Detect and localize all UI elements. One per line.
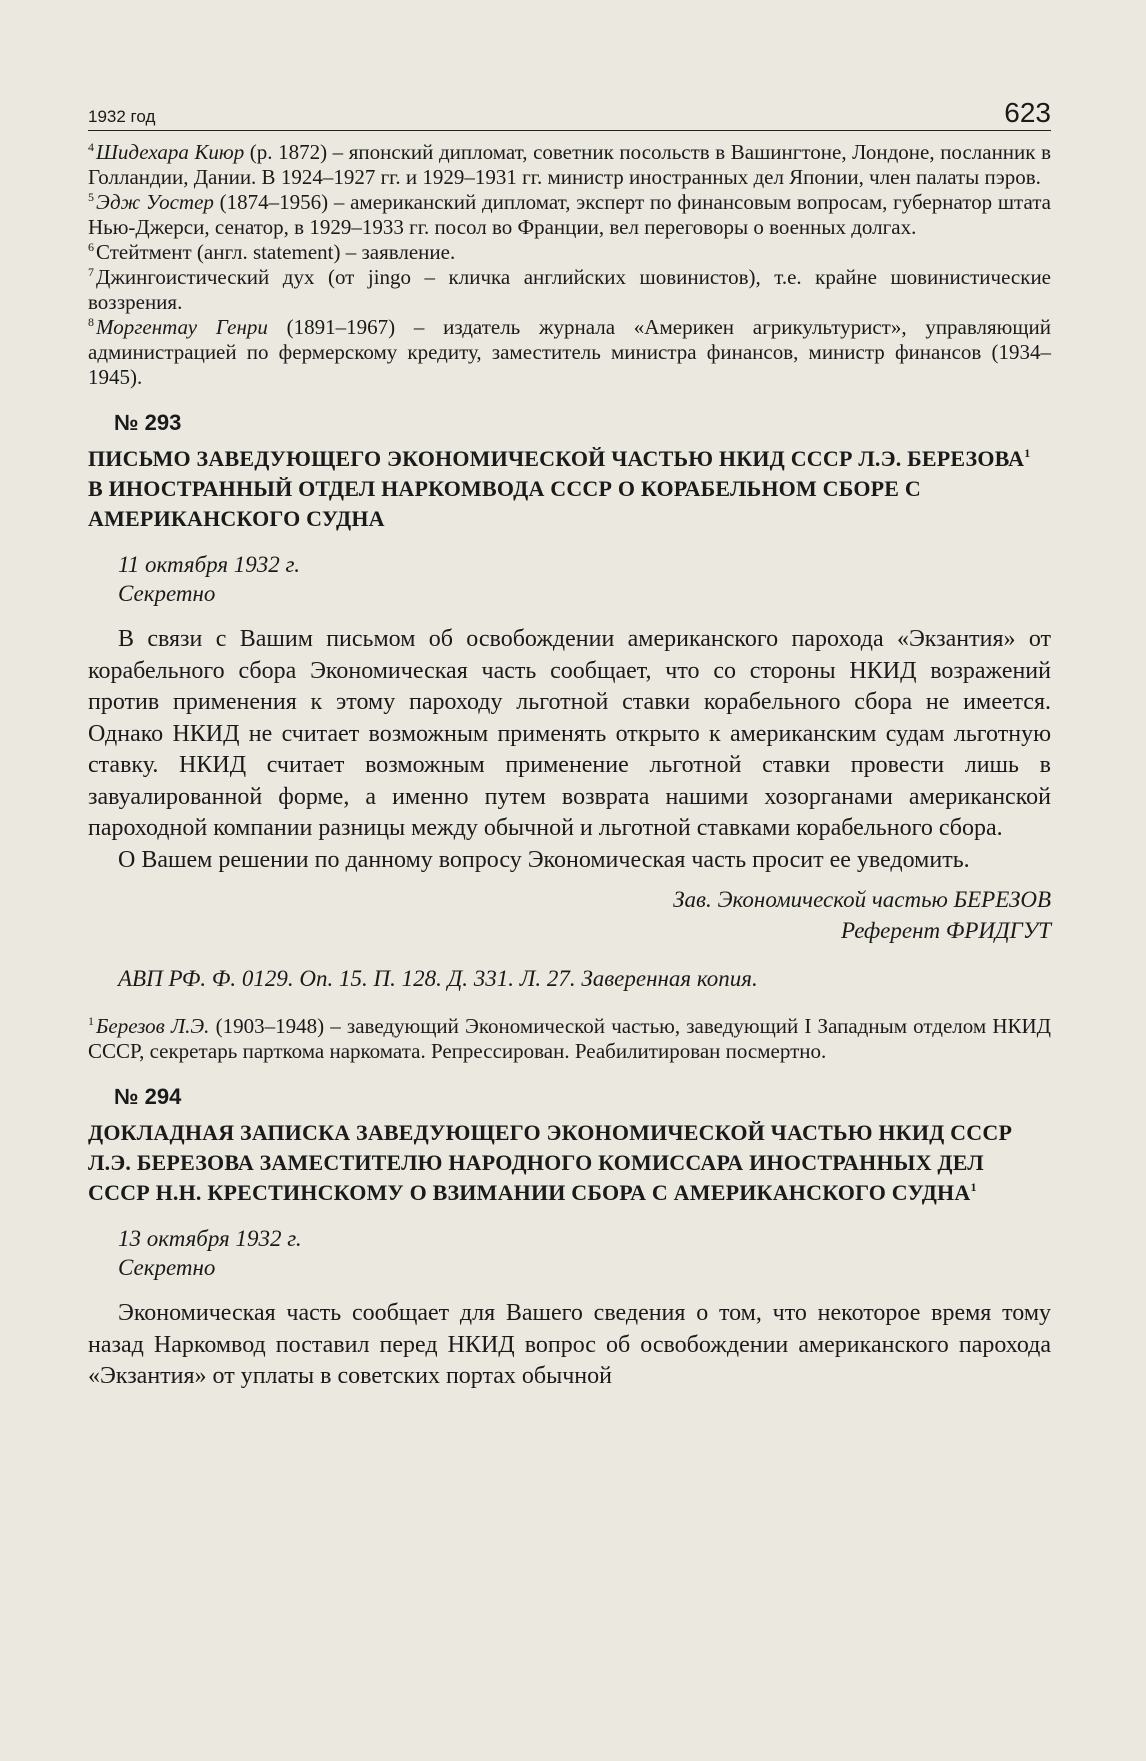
doc-294-title-footnote-marker: 1 <box>970 1180 977 1194</box>
footnote-text: Стейтмент (англ. statement) – заявление. <box>96 240 456 264</box>
doc-293-archive-reference: АВП РФ. Ф. 0129. Оп. 15. П. 128. Д. 331. Л. 27. Заверенная копия. <box>118 966 758 991</box>
footnote-text: (1891–1967) – издатель журнала «Америкен агрикультурист», управляющий администрацией по фермерскому кредиту, заместитель министра финансов, министр финансов (1934–1945). <box>88 315 1051 389</box>
doc-293-paragraph-2: О Вашем решении по данному вопросу Экономическая часть просит ее уведомить. <box>118 846 970 873</box>
footnote-text: (1874–1956) – американский дипломат, эксперт по финансовым вопросам, губернатор штата Нью-Джерси, сенатор, в 1929–1933 гг. посол во Франции, вел переговоры о военных долгах. <box>88 190 1051 239</box>
footnote-marker: 8 <box>88 315 94 329</box>
footnote-marker: 1 <box>88 1014 94 1028</box>
footnote-person: Эдж Уостер <box>96 190 214 214</box>
footnote-marker: 6 <box>88 240 94 254</box>
doc-293-paragraph-1: В связи с Вашим письмом об освобождении американского парохода «Экзантия» от корабельного сбора Экономическая часть сообщает, что со стороны НКИД возражений против применения к этому пароходу льготной ставки корабельного сбора не имеется. Однако НКИД не считает возможным применять открыто к американским судам льготную ставку. НКИД считает возможным применение льготной ставки провести лишь в завуалированной форме, а именно путем возврата нашими хозорганами американской пароходной компании разницы между обычной и льготной ставками корабельного сбора. <box>88 626 1051 841</box>
doc-293-footnote-1 <box>88 1014 1051 1064</box>
page-number: 623 <box>1004 97 1051 128</box>
footnote-marker: 7 <box>88 265 94 279</box>
doc-293-date: 11 октября 1932 г. <box>118 552 300 577</box>
footnote-person: Моргентау Генри <box>96 315 268 339</box>
doc-294-number: № 294 <box>114 1084 182 1109</box>
doc-294-title-main: ДОКЛАДНАЯ ЗАПИСКА ЗАВЕДУЮЩЕГО ЭКОНОМИЧЕСКОЙ ЧАСТЬЮ НКИД СССР Л.Э. БЕРЕЗОВА ЗАМЕСТИТЕЛЮ НАРОДНОГО КОМИССАРА ИНОСТРАННЫХ ДЕЛ СССР Н.Н. КРЕСТИНСКОМУ О ВЗИМАНИИ СБОРА С АМЕРИКАНСКОГО СУДНА <box>88 1120 1013 1205</box>
footnote-marker: 4 <box>88 140 94 154</box>
doc-293-signature-head: Зав. Экономической частью БЕРЕЗОВ <box>673 887 1051 912</box>
doc-294-classification: Секретно <box>118 1255 216 1280</box>
footnote-4 <box>88 140 1051 190</box>
footnote-text: Джингоистический дух (от jingo – кличка английских шовинистов), т.е. крайне шовинистические воззрения. <box>88 265 1051 314</box>
doc-294-title <box>88 1118 1051 1208</box>
footnote-text: (р. 1872) – японский дипломат, советник посольств в Вашингтоне, Лондоне, посланник в Голландии, Дании. В 1924–1927 гг. и 1929–1931 гг. министр иностранных дел Японии, член палаты пэров. <box>88 140 1051 189</box>
running-head-year: 1932 год <box>88 107 156 126</box>
doc-294-date: 13 октября 1932 г. <box>118 1226 302 1251</box>
doc-294-paragraph-1: Экономическая часть сообщает для Вашего сведения о том, что некоторое время тому назад Наркомвод поставил перед НКИД вопрос об освобождении американского парохода «Экзантия» от уплаты в советских портах обычной <box>88 1300 1051 1389</box>
footnote-person: Шидехара Киюр <box>96 140 245 164</box>
page-content <box>88 140 1051 1393</box>
doc-293-title-main: ПИСЬМО ЗАВЕДУЮЩЕГО ЭКОНОМИЧЕСКОЙ ЧАСТЬЮ НКИД СССР Л.Э. БЕРЕЗОВА <box>88 446 1025 471</box>
running-head <box>88 97 1051 131</box>
footnote-8 <box>88 315 1051 390</box>
footnote-text: (1903–1948) – заведующий Экономической частью, заведующий I Западным отделом НКИД СССР, секретарь парткома наркомата. Репрессирован. Реабилитирован посмертно. <box>88 1014 1051 1063</box>
doc-293-signature-referent: Референт ФРИДГУТ <box>840 918 1051 943</box>
doc-293-title <box>88 444 1051 534</box>
doc-293-number: № 293 <box>114 410 182 435</box>
footnote-7 <box>88 265 1051 315</box>
footnote-5 <box>88 190 1051 240</box>
footnote-6 <box>88 240 1051 265</box>
doc-293-title-rest: В ИНОСТРАННЫЙ ОТДЕЛ НАРКОМВОДА СССР О КОРАБЕЛЬНОМ СБОРЕ С АМЕРИКАНСКОГО СУДНА <box>88 476 921 531</box>
doc-293-classification: Секретно <box>118 581 216 606</box>
footnote-marker: 5 <box>88 190 94 204</box>
doc-293-title-footnote-marker: 1 <box>1024 446 1031 460</box>
footnote-person: Березов Л.Э. <box>96 1014 210 1038</box>
